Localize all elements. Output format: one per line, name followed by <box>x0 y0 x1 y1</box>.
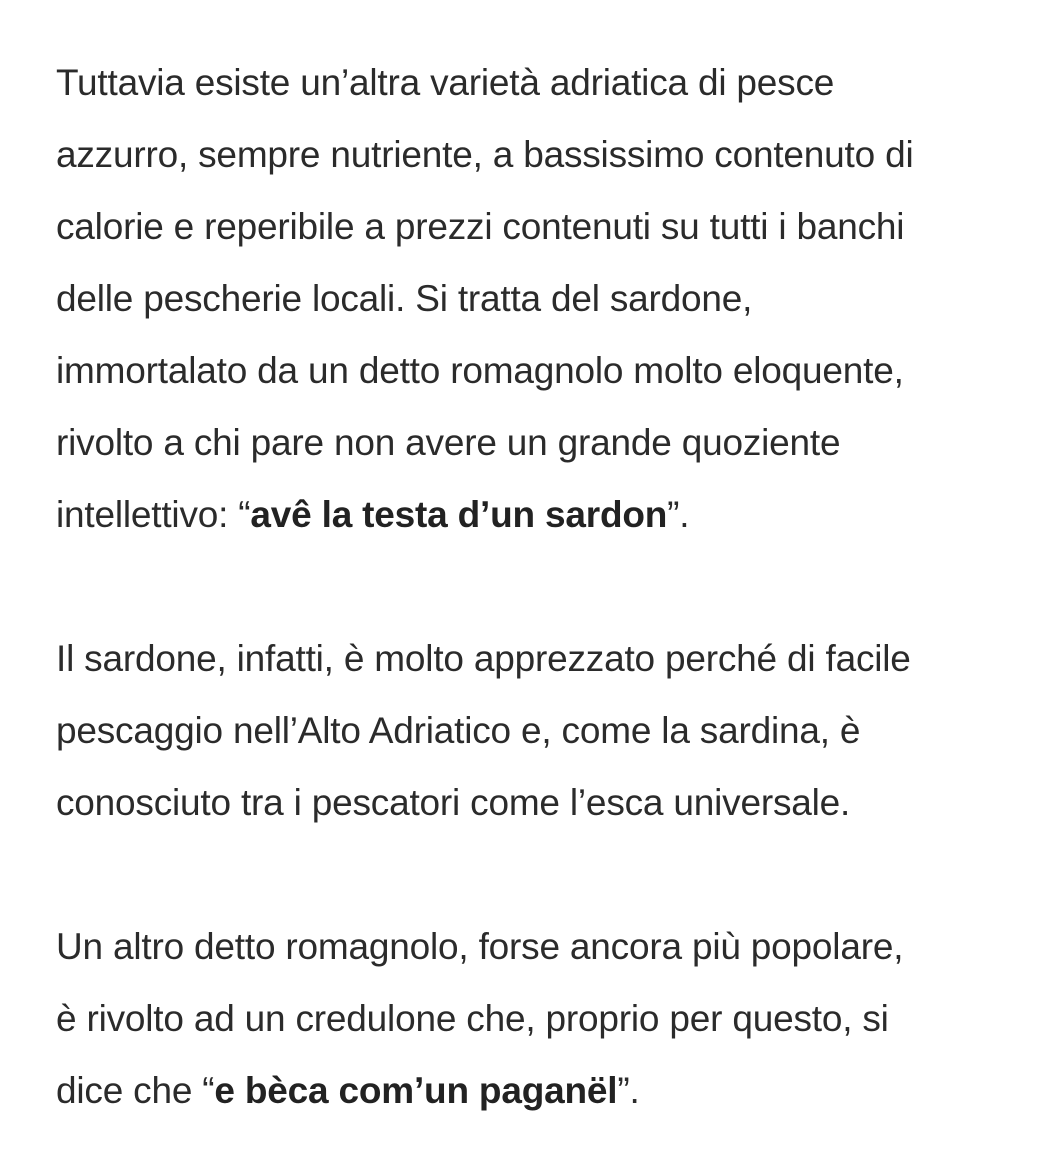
text-line <box>56 479 1046 551</box>
text-line: azzurro, sempre nutriente, a bassissimo contenuto di <box>56 134 914 175</box>
text-line: immortalato da un detto romagnolo molto eloquente, <box>56 350 904 391</box>
text-segment: ”. <box>667 494 690 535</box>
paragraph-2 <box>56 623 1046 839</box>
paragraph-3 <box>56 911 1046 1127</box>
text-line: pescaggio nell’Alto Adriatico e, come la sardina, è <box>56 710 861 751</box>
text-segment: ”. <box>617 1070 640 1111</box>
text-line: conosciuto tra i pescatori come l’esca universale. <box>56 782 851 823</box>
article-body <box>56 47 1046 1127</box>
text-line: è rivolto ad un credulone che, proprio per questo, si <box>56 998 889 1039</box>
text-segment: intellettivo: “ <box>56 494 251 535</box>
text-line: calorie e reperibile a prezzi contenuti su tutti i banchi <box>56 206 905 247</box>
bold-saying: e bèca com’un paganël <box>214 1070 618 1111</box>
paragraph-1 <box>56 47 1046 551</box>
text-line: Il sardone, infatti, è molto apprezzato perché di facile <box>56 638 911 679</box>
text-line <box>56 1055 1046 1127</box>
text-segment: dice che “ <box>56 1070 215 1111</box>
bold-saying: avê la testa d’un sardon <box>250 494 668 535</box>
text-line: rivolto a chi pare non avere un grande quoziente <box>56 422 841 463</box>
text-line: Un altro detto romagnolo, forse ancora più popolare, <box>56 926 904 967</box>
text-line: delle pescherie locali. Si tratta del sardone, <box>56 278 753 319</box>
text-line: Tuttavia esiste un’altra varietà adriatica di pesce <box>56 62 835 103</box>
